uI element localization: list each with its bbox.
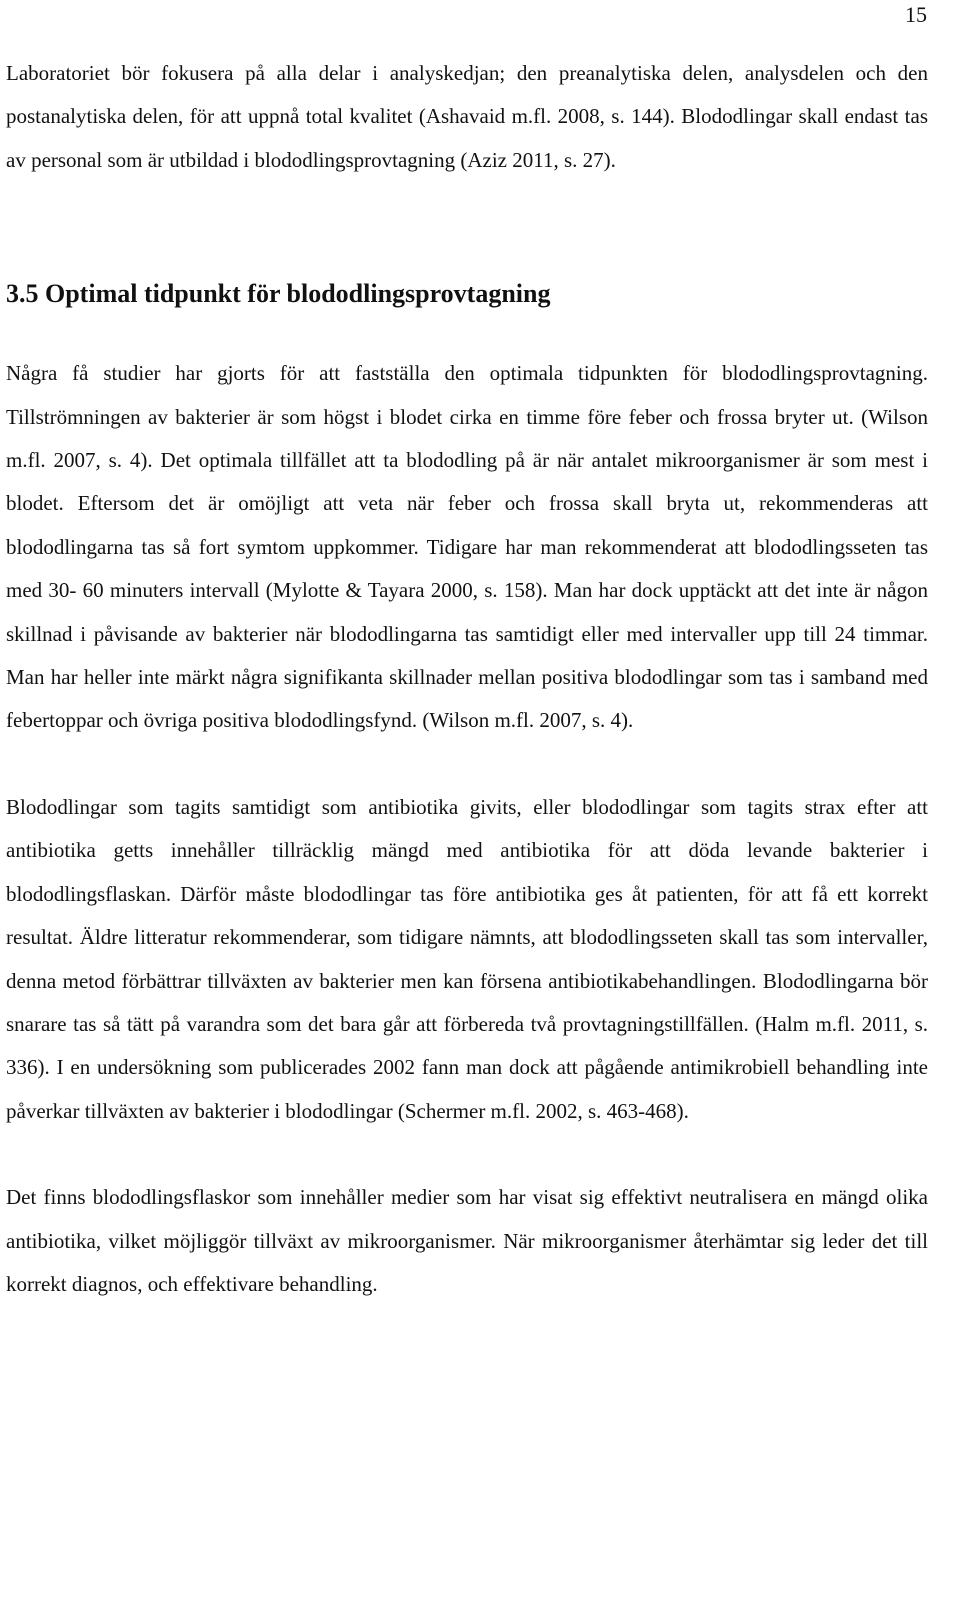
section-heading: 3.5 Optimal tidpunkt för blododlingsprovtagning <box>6 279 551 309</box>
document-body <box>6 52 928 1306</box>
paragraph-optimal-timing: Några få studier har gjorts för att fastställa den optimala tidpunkten för blododlingsprovtagning. Tillströmningen av bakterier är som högst i blodet cirka en timme före feber och frossa bryter ut. (Wilson m.fl. 2007, s. 4). Det optimala tillfället att ta blododling på är när antalet mikroorganismer är som mest i blodet. Eftersom det är omöjligt att veta när feber och frossa skall bryta ut, rekommenderas att blododlingarna tas så fort symtom uppkommer. Tidigare har man rekommenderat att blododlingsseten tas med 30- 60 minuters intervall (Mylotte & Tayara 2000, s. 158). Man har dock upptäckt att det inte är någon skillnad i påvisande av bakterier när blododlingarna tas samtidigt eller med intervaller upp till 24 timmar. Man har heller inte märkt några signifikanta skillnader mellan positiva blododlingar som tas i samband med febertoppar och övriga positiva blododlingsfynd. (Wilson m.fl. 2007, s. 4). <box>6 361 928 733</box>
paragraph-culture-bottles: Det finns blododlingsflaskor som innehåller medier som har visat sig effektivt neutralisera en mängd olika antibiotika, vilket möjliggör tillväxt av mikroorganismer. När mikroorganismer återhämtar sig leder det till korrekt diagnos, och effektivare behandling. <box>6 1185 928 1296</box>
page-number: 15 <box>905 2 927 27</box>
intro-paragraph: Laboratoriet bör fokusera på alla delar i analyskedjan; den preanalytiska delen, analysdelen och den postanalytiska delen, för att uppnå total kvalitet (Ashavaid m.fl. 2008, s. 144). Blododlingar skall endast tas av personal som är utbildad i blododlingsprovtagning (Aziz 2011, s. 27). <box>6 61 928 172</box>
paragraph-antibiotics: Blododlingar som tagits samtidigt som antibiotika givits, eller blododlingar som tagits strax efter att antibiotika getts innehåller tillräcklig mängd med antibiotika för att döda levande bakterier i blododlingsflaskan. Därför måste blododlingar tas före antibiotika ges åt patienten, för att få ett korrekt resultat. Äldre litteratur rekommenderar, som tidigare nämnts, att blododlingsseten skall tas som intervaller, denna metod förbättrar tillväxten av bakterier men kan försena antibiotikabehandlingen. Blododlingarna bör snarare tas så tätt på varandra som det bara går att förbereda två provtagningstillfällen. (Halm m.fl. 2011, s. 336). I en undersökning som publicerades 2002 fann man dock att pågående antimikrobiell behandling inte påverkar tillväxten av bakterier i blododlingar (Schermer m.fl. 2002, s. 463-468). <box>6 794 928 1123</box>
